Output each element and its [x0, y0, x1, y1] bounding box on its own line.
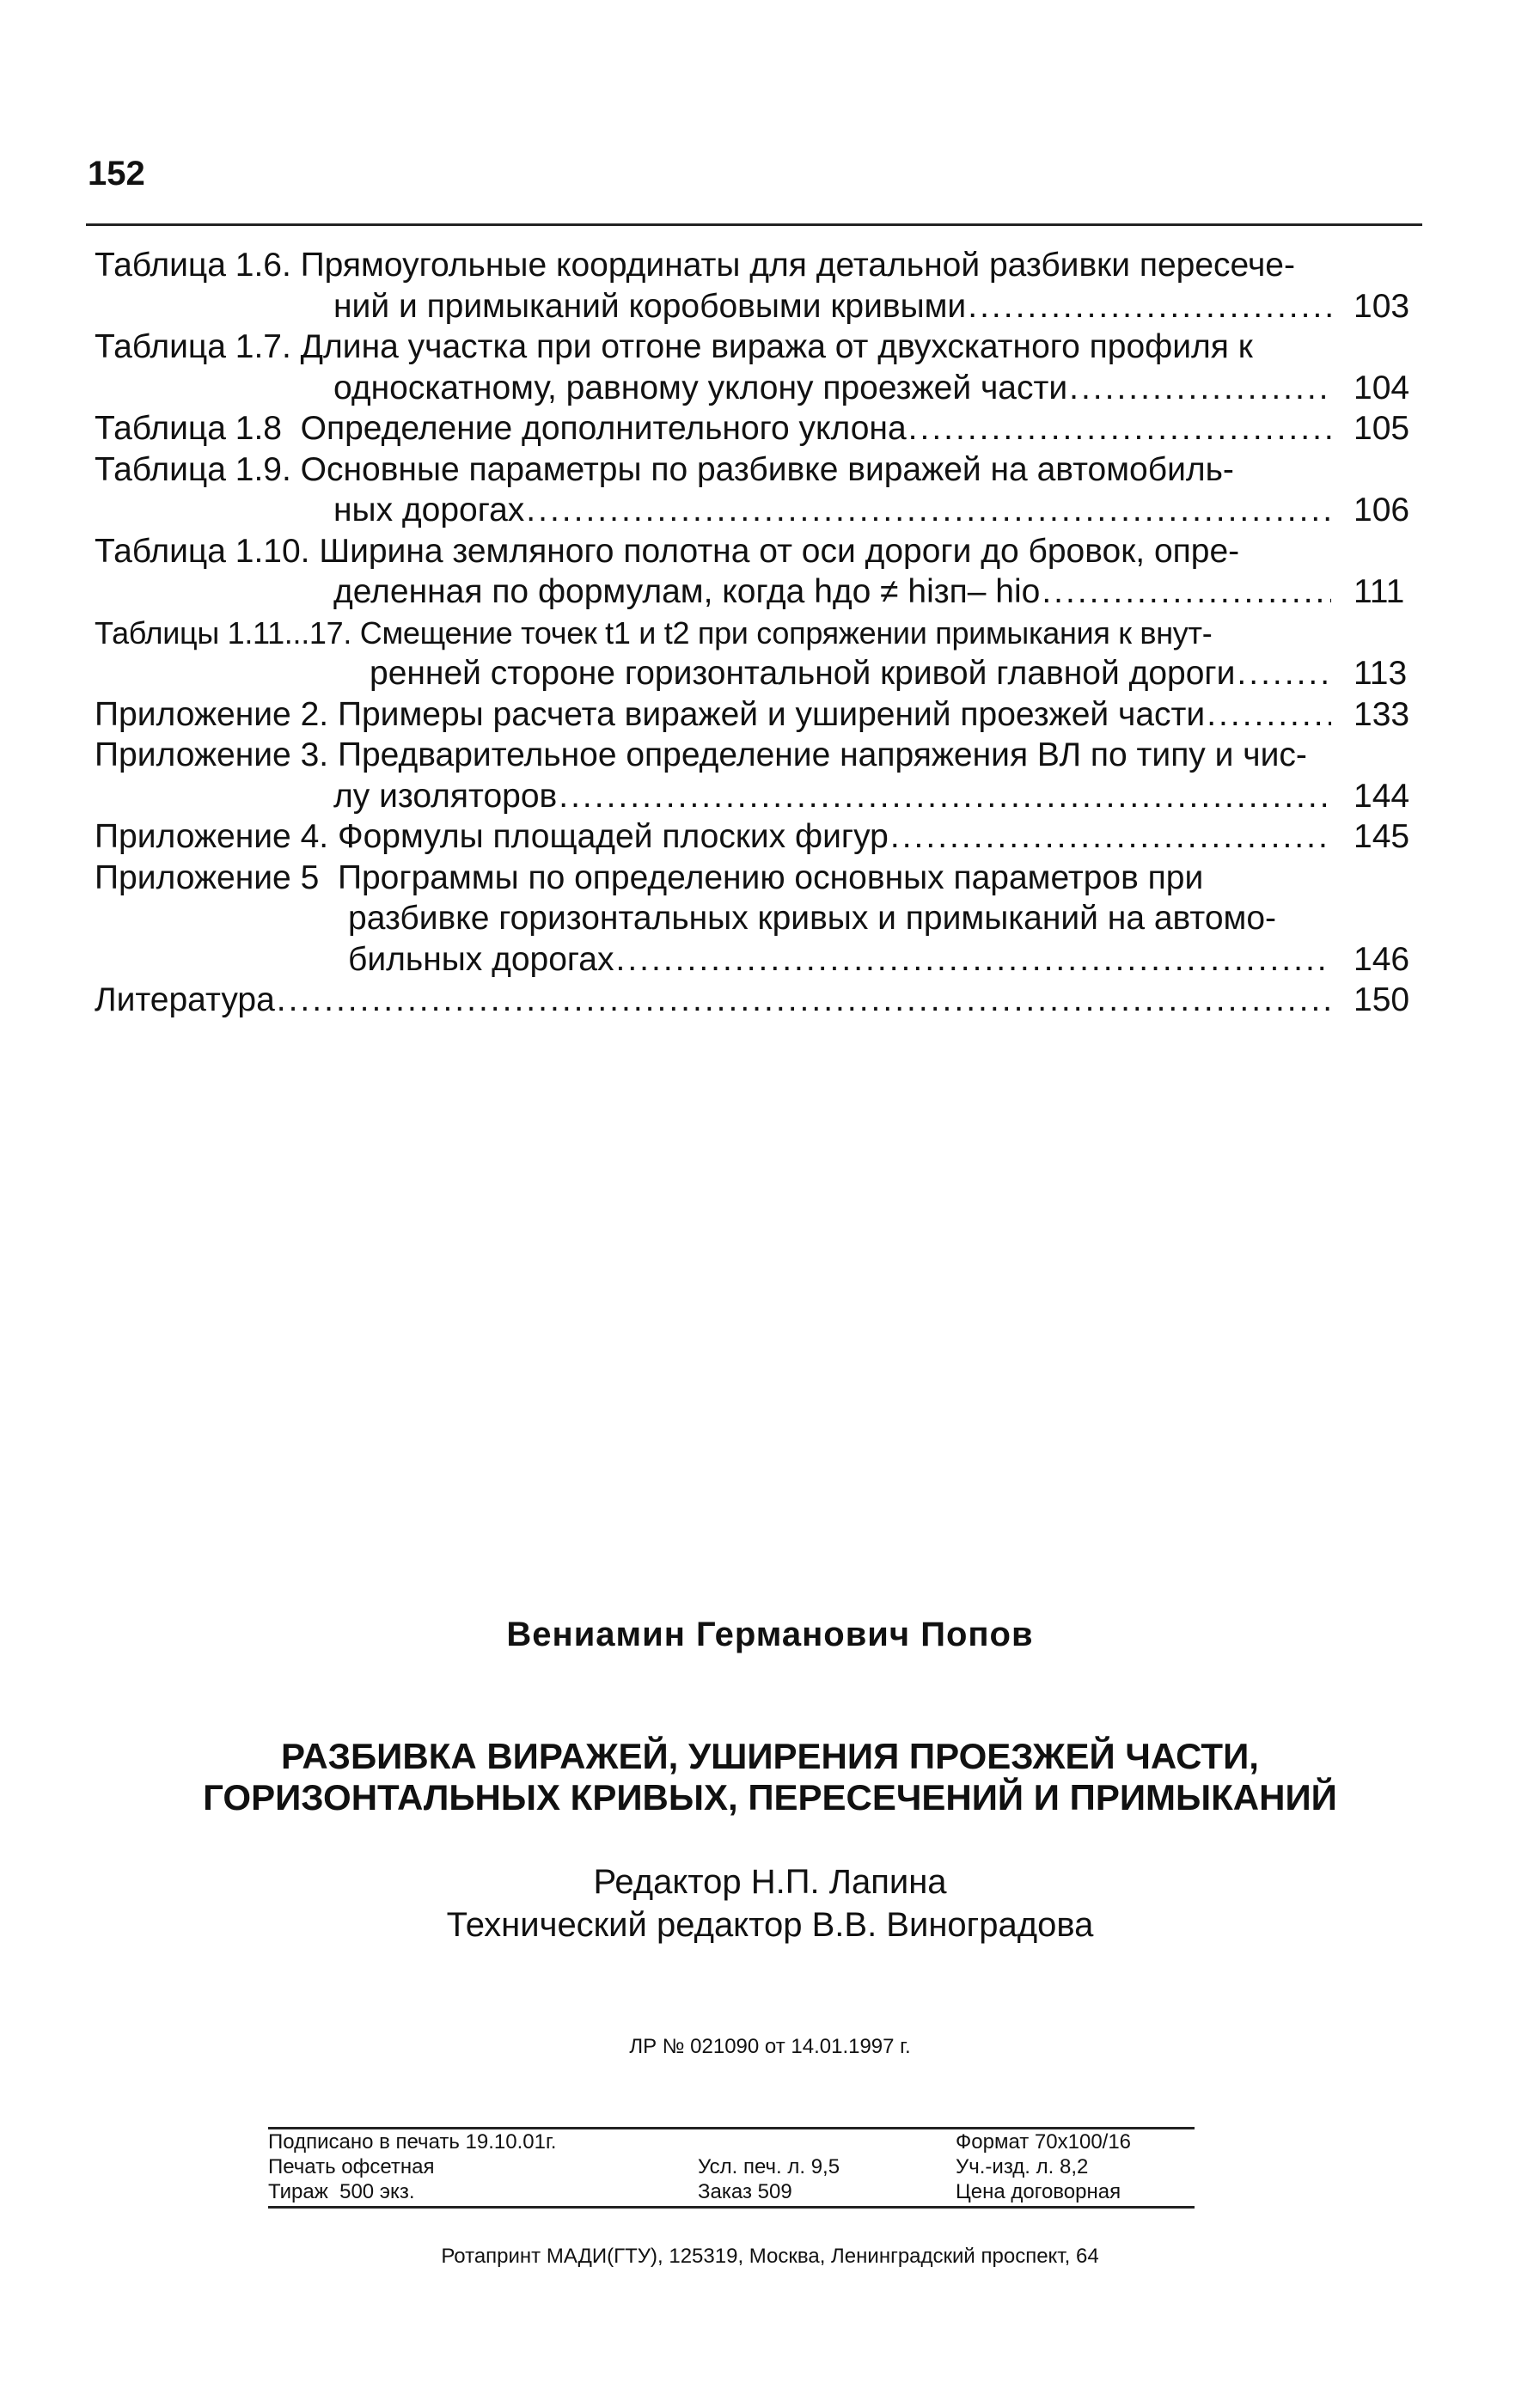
imprint-cell: Печать офсетная — [268, 2155, 435, 2178]
toc-entry — [95, 694, 1422, 736]
toc-page-number: 106 — [1354, 492, 1410, 528]
toc-page-number: 145 — [1354, 818, 1410, 855]
toc-entry-text: односкатному, равному уклону проезжей части — [333, 369, 1068, 406]
toc-page-number: 144 — [1354, 777, 1410, 815]
table-of-contents — [95, 245, 1422, 1021]
dot-leader — [1069, 368, 1331, 409]
toc-entry-text: Таблица 1.6. Прямоугольные координаты для детальной разбивки пересече- — [95, 247, 1295, 284]
toc-entry-text: Таблица 1.8 Определение дополнительного уклона — [95, 410, 907, 447]
toc-entry — [95, 980, 1422, 1021]
book-title-line: РАЗБИВКА ВИРАЖЕЙ, УШИРЕНИЯ ПРОЕЗЖЕЙ ЧАСТИ, — [281, 1736, 1259, 1776]
toc-page-number: 150 — [1354, 981, 1410, 1018]
license-number: ЛР № 021090 от 14.01.1997 г. — [629, 2035, 911, 2058]
toc-entry — [95, 408, 1422, 449]
toc-entry-text: ний и примыканий коробовыми кривыми — [333, 287, 967, 325]
imprint-cell — [698, 2129, 956, 2154]
book-title-line: ГОРИЗОНТАЛЬНЫХ КРИВЫХ, ПЕРЕСЕЧЕНИЙ И ПРИМЫКАНИЙ — [203, 1777, 1337, 1818]
toc-entry-text: Приложение 4. Формулы площадей плоских фигур — [95, 818, 889, 855]
toc-entry — [95, 816, 1422, 858]
technical-editor: Технический редактор В.В. Виноградова — [446, 1906, 1094, 1944]
toc-entry — [95, 327, 1422, 408]
book-title — [0, 1736, 1540, 1818]
toc-entry-text: Таблица 1.10. Ширина земляного полотна от оси дороги до бровок, опре- — [95, 532, 1240, 570]
dot-leader — [968, 286, 1331, 327]
dot-leader — [277, 980, 1331, 1021]
imprint-row — [268, 2129, 1195, 2154]
toc-entry-text: ных дорогах — [333, 492, 525, 528]
editor: Редактор Н.П. Лапина — [593, 1863, 947, 1901]
imprint-row — [268, 2154, 1195, 2179]
imprint-bottom-rule — [268, 2206, 1195, 2209]
dot-leader — [526, 490, 1331, 531]
imprint-row — [268, 2179, 1195, 2204]
imprint-cell: Усл. печ. л. 9,5 — [698, 2155, 840, 2178]
toc-entry-text: Приложение 2. Примеры расчета виражей и уширений проезжей части — [95, 695, 1206, 733]
toc-entry — [95, 735, 1422, 816]
imprint-cell: Подписано в печать 19.10.01г. — [268, 2130, 557, 2154]
toc-page-number: 133 — [1354, 695, 1410, 733]
dot-leader — [1237, 653, 1331, 694]
toc-entry-text: Литература — [95, 981, 275, 1018]
dot-leader — [1207, 694, 1331, 736]
toc-entry-text: Таблица 1.9. Основные параметры по разбивке виражей на автомобиль- — [95, 450, 1234, 488]
page-number: 152 — [88, 155, 145, 192]
imprint-cell: Заказ 509 — [698, 2180, 792, 2203]
dot-leader — [559, 776, 1331, 817]
editors-block — [0, 1860, 1540, 1946]
dot-leader — [908, 408, 1331, 449]
toc-entry-text: Приложение 5 Программы по определению основных параметров при — [95, 858, 1204, 896]
toc-entry-text: ренней стороне горизонтальной кривой главной дороги — [370, 655, 1236, 692]
dot-leader — [890, 816, 1331, 858]
printer-address: Ротапринт МАДИ(ГТУ), 125319, Москва, Ленинградский проспект, 64 — [441, 2245, 1099, 2268]
imprint-cell: Формат 70x100/16 — [956, 2130, 1132, 2154]
header-divider — [86, 223, 1422, 226]
toc-entry-text: лу изоляторов — [333, 777, 558, 815]
toc-page-number: 103 — [1354, 287, 1410, 325]
toc-entry-text: разбивке горизонтальных кривых и примыканий на автомо- — [348, 900, 1277, 937]
imprint-cell: Уч.-изд. л. 8,2 — [956, 2155, 1089, 2178]
toc-page-number: 105 — [1354, 410, 1410, 447]
dot-leader — [616, 939, 1332, 981]
dot-leader — [1042, 571, 1331, 613]
imprint-table — [268, 2127, 1195, 2209]
toc-entry-text: Таблицы 1.11...17. Смещение точек t1 и t2 при сопряжении примыкания к внут- — [95, 614, 1213, 651]
imprint-cell: Цена договорная — [956, 2180, 1121, 2203]
toc-entry-text: Таблица 1.7. Длина участка при отгоне виража от двухскатного профиля к — [95, 328, 1253, 365]
toc-entry — [95, 245, 1422, 327]
toc-entry-text: бильных дорогах — [348, 940, 614, 978]
toc-page-number: 113 — [1354, 655, 1408, 692]
toc-entry — [95, 613, 1422, 694]
toc-entry — [95, 531, 1422, 613]
toc-entry-text: Приложение 3. Предварительное определение напряжения ВЛ по типу и чис- — [95, 736, 1307, 773]
toc-page-number: 111 — [1354, 573, 1405, 610]
toc-entry — [95, 858, 1422, 981]
imprint-cell: Тираж 500 экз. — [268, 2180, 415, 2203]
toc-page-number: 104 — [1354, 369, 1410, 406]
toc-page-number: 146 — [1354, 940, 1410, 978]
toc-entry — [95, 449, 1422, 531]
toc-entry-text: деленная по формулам, когда hдо ≠ hiзп– hiо — [333, 573, 1041, 610]
author-name: Вениамин Германович Попов — [506, 1616, 1034, 1653]
